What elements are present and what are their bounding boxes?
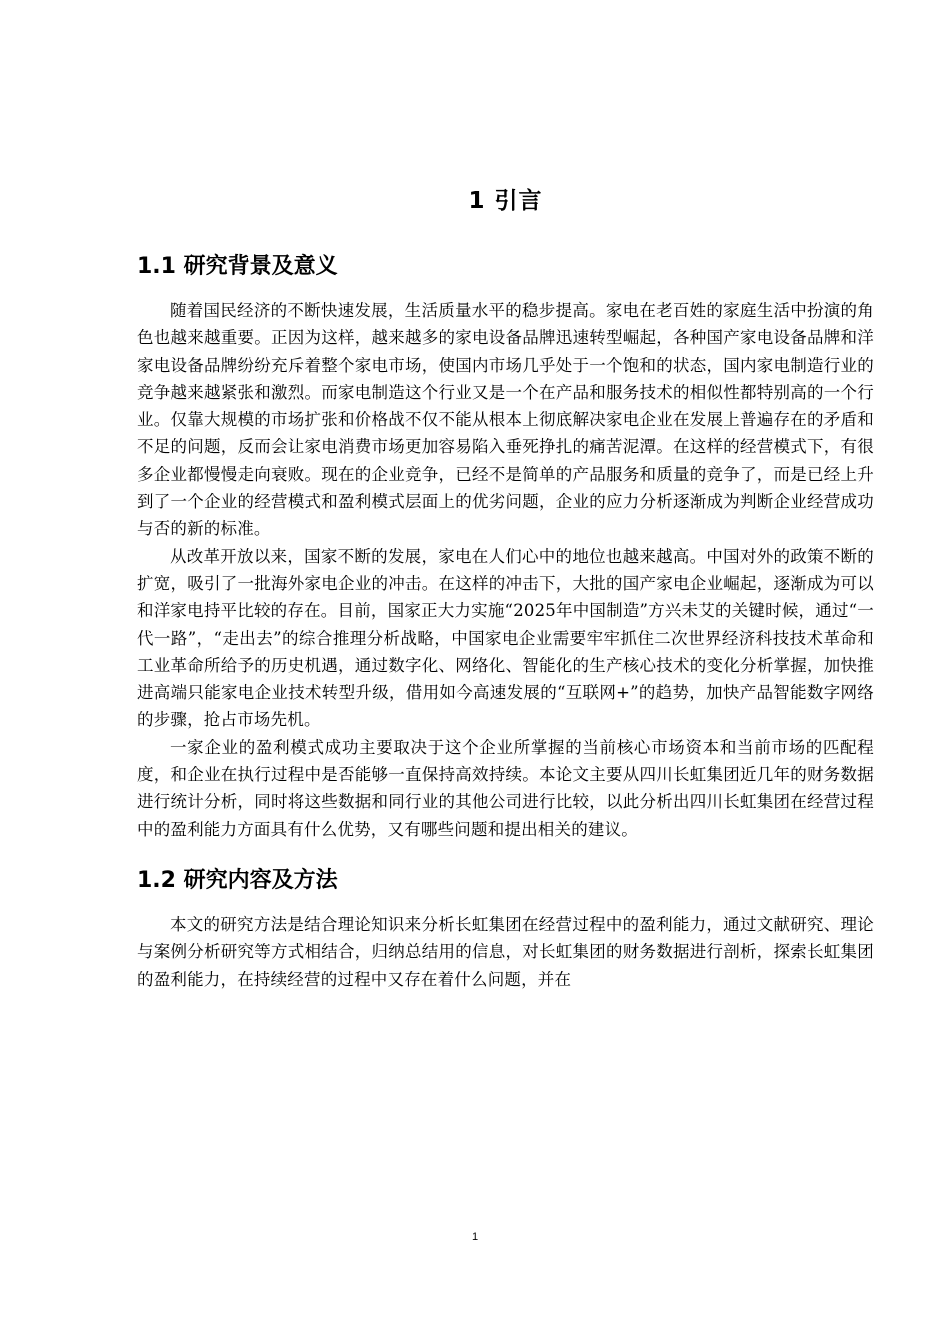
- section-title-1-2: 1.2 研究内容及方法: [137, 867, 338, 893]
- section-title-1-1: 1.1 研究背景及意义: [137, 254, 338, 279]
- paragraph: 本文的研究方法是结合理论知识来分析长虹集团在经营过程中的盈利能力，通过文献研究、理论与案例分析研究等方式相结合，归纳总结用的信息，对长虹集团的财务数据进行剖析，探索长虹集团的盈利能力，在持续经营的过程中又存在着什么问题，并在: [137, 914, 874, 989]
- paragraph: 随着国民经济的不断快速发展，生活质量水平的稳步提高。家电在老百姓的家庭生活中扮演的角色也越来越重要。正因为这样，越来越多的家电设备品牌迅速转型崛起，各种国产家电设备品牌和洋家电设备品牌纷纷充斥着整个家电市场，使国内市场几乎处于一个饱和的状态，国内家电制造行业的竞争越来越紧张和激烈。而家电制造这个行业又是一个在产品和服务技术的相似性都特别高的一个行业。仅靠大规模的市场扩张和价格战不仅不能从根本上彻底解决家电企业在发展上普遍存在的矛盾和不足的问题，反而会让家电消费市场更加容易陷入垂死挣扎的痛苦泥潭。在这样的经营模式下，有很多企业都慢慢走向衰败。现在的企业竞争，已经不是简单的产品服务和质量的竞争了，而是已经上升到了一个企业的经营模式和盈利模式层面上的优劣问题，企业的应力分析逐渐成为判断企业经营成功与否的新的标准。: [137, 301, 874, 539]
- paragraph: 从改革开放以来，国家不断的发展，家电在人们心中的地位也越来越高。中国对外的政策不断的扩宽，吸引了一批海外家电企业的冲击。在这样的冲击下，大批的国产家电企业崛起，逐渐成为可以和洋家电持平比较的存在。目前，国家正大力实施“2025年中国制造”方兴未艾的关键时候，通过“一代一路”，“走出去”的综合推理分析战略，中国家电企业需要牢牢抓住二次世界经济科技技术革命和工业革命所给予的历史机遇，通过数字化、网络化、智能化的生产核心技术的变化分析掌握，加快推进高端只能家电企业技术转型升级，借用如今高速发展的“互联网+”的趋势，加快产品智能数字网络的步骤，抢占市场先机。: [137, 546, 874, 730]
- page-number: 1: [471, 1231, 479, 1243]
- page-content: [137, 185, 874, 993]
- chapter-title: 1 引言: [468, 188, 543, 214]
- paragraph: 一家企业的盈利模式成功主要取决于这个企业所掌握的当前核心市场资本和当前市场的匹配程度，和企业在执行过程中是否能够一直保持高效持续。本论文主要从四川长虹集团近几年的财务数据进行统计分析，同时将这些数据和同行业的其他公司进行比较，以此分析出四川长虹集团在经营过程中的盈利能力方面具有什么优势，又有哪些问题和提出相关的建议。: [137, 737, 874, 839]
